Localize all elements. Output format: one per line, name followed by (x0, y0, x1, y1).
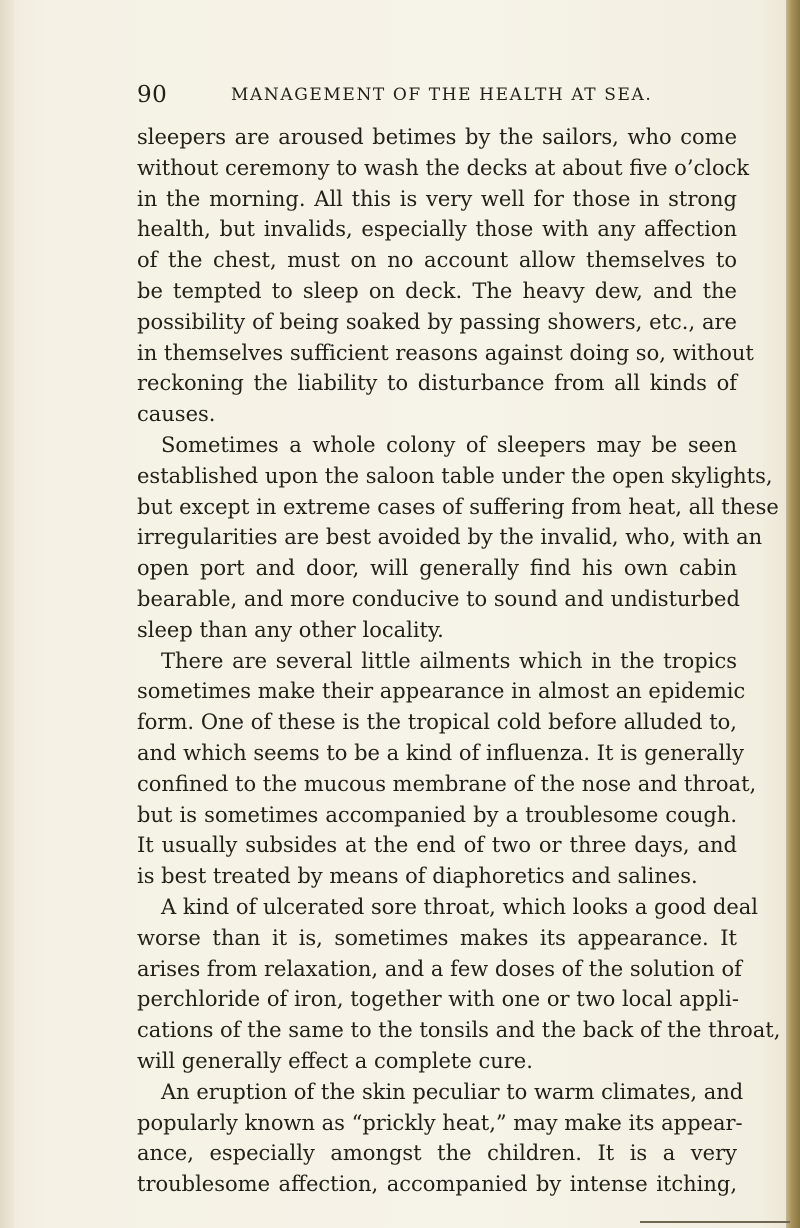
text-line: An eruption of the skin peculiar to warm climates, and (161, 1079, 744, 1104)
text-line: ance, especially amongst the children. It is a very (137, 1141, 737, 1166)
text-line: is best treated by means of diaphoretics and salines. (137, 864, 698, 889)
text-line: sometimes make their appearance in almost an epidemic (137, 679, 746, 704)
text-line: in the morning. All this is very well for those in strong (137, 186, 737, 211)
running-head: MANAGEMENT OF THE HEALTH AT SEA. (231, 85, 653, 105)
text-line: sleepers are aroused betimes by the sailors, who come (137, 125, 737, 149)
text-line: form. One of these is the tropical cold before alluded to, (137, 710, 737, 735)
text-line: A kind of ulcerated sore throat, which looks a good deal (161, 894, 759, 919)
text-line: perchloride of iron, together with one or two local appli- (137, 987, 739, 1012)
text-line: worse than it is, sometimes makes its appearance. It (137, 925, 737, 950)
page-header (137, 82, 737, 112)
text-line: There are several little ailments which in the tropics (161, 648, 737, 673)
text-line: troublesome affection, accompanied by intense itching, (137, 1172, 737, 1197)
page-edge-binding (786, 0, 800, 1228)
text-line: reckoning the liability to disturbance from all kinds of (137, 371, 737, 396)
text-line: and which seems to be a kind of influenza. It is generally (137, 740, 744, 765)
text-line: without ceremony to wash the decks at about five o’clock (137, 155, 750, 180)
page-bottom-rule (640, 1221, 790, 1223)
page-gutter-shadow (0, 0, 14, 1228)
text-line: in themselves sufficient reasons against doing so, without (137, 340, 754, 365)
text-line: but is sometimes accompanied by a troublesome cough. (137, 802, 737, 827)
text-line: open port and door, will generally find his own cabin (137, 556, 737, 581)
text-line: It usually subsides at the end of two or three days, and (137, 833, 737, 858)
text-line: health, but invalids, especially those with any affection (137, 217, 737, 242)
text-line: but except in extreme cases of suffering from heat, all these (137, 494, 779, 519)
text-line: arises from relaxation, and a few doses of the solution of (137, 956, 742, 981)
text-line: established upon the saloon table under the open skylights, (137, 463, 773, 488)
text-line: be tempted to sleep on deck. The heavy dew, and the (137, 278, 737, 303)
text-line: Sometimes a whole colony of sleepers may be seen (161, 432, 737, 457)
text-line: possibility of being soaked by passing showers, etc., are (137, 309, 737, 334)
text-line: irregularities are best avoided by the invalid, who, with an (137, 525, 763, 550)
text-line: confined to the mucous membrane of the nose and throat, (137, 771, 757, 796)
page-number: 90 (137, 82, 168, 108)
text-line: cations of the same to the tonsils and the back of the throat, (137, 1018, 781, 1043)
text-line: bearable, and more conducive to sound and undisturbed (137, 586, 740, 611)
body-text (137, 122, 781, 1200)
text-line: of the chest, must on no account allow themselves to (137, 248, 737, 273)
text-line: will generally effect a complete cure. (137, 1048, 533, 1073)
text-line: popularly known as “prickly heat,” may make its appear- (137, 1110, 743, 1135)
text-line: sleep than any other locality. (137, 617, 444, 642)
text-line: causes. (137, 402, 216, 427)
